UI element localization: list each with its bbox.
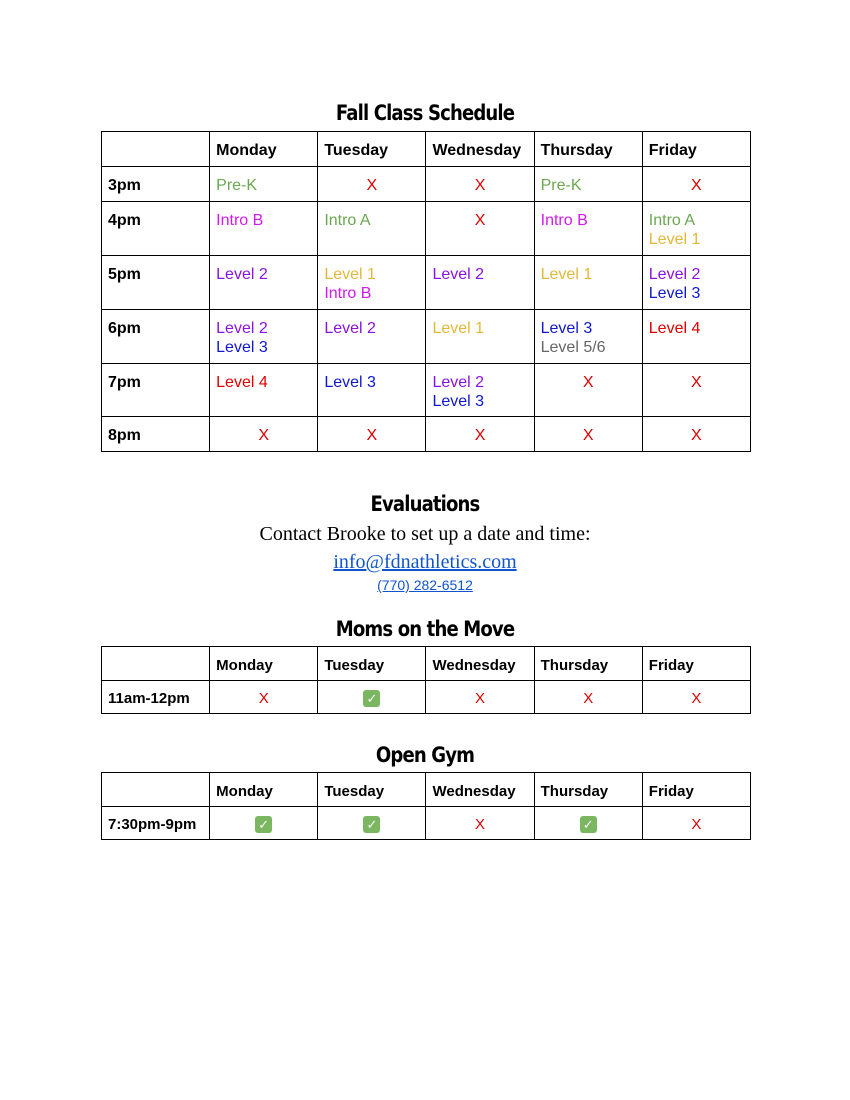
unavailable-mark: X <box>258 427 270 444</box>
schedule-cell <box>642 310 750 364</box>
schedule-cell <box>318 167 426 202</box>
unavailable-mark: X <box>691 374 702 391</box>
schedule-title: Fall Class Schedule <box>335 101 515 125</box>
class-label: Level 3 <box>648 285 701 302</box>
schedule-cell <box>426 256 534 310</box>
unavailable-mark: X <box>474 177 486 194</box>
header-day: Wednesday <box>426 647 534 681</box>
class-label: Level 2 <box>432 266 485 283</box>
header-day: Friday <box>642 773 750 807</box>
check-icon: ✓ <box>363 816 380 833</box>
phone-link[interactable]: (770) 282-6512 <box>377 577 473 593</box>
availability-mark <box>426 681 534 714</box>
header-day: Tuesday <box>318 647 426 681</box>
corner-cell <box>102 647 210 681</box>
corner-cell <box>102 132 210 167</box>
evaluations-contact: Contact Brooke to set up a date and time: <box>259 523 591 545</box>
schedule-cell <box>210 256 318 310</box>
header-day: Friday <box>642 132 750 167</box>
schedule-row <box>102 167 751 202</box>
time-label: 4pm <box>102 202 210 256</box>
moms-header-row <box>102 647 751 681</box>
class-label: Level 2 <box>648 266 701 283</box>
schedule-cell <box>534 256 642 310</box>
header-day: Friday <box>642 647 750 681</box>
schedule-cell <box>534 167 642 202</box>
availability-mark <box>642 807 750 840</box>
class-label: Level 4 <box>216 374 268 391</box>
check-icon: ✓ <box>255 816 272 833</box>
class-label: Intro B <box>540 212 588 229</box>
class-label: Level 1 <box>432 320 485 337</box>
open-gym-title: Open Gym <box>375 743 475 767</box>
moms-row <box>102 681 751 714</box>
unavailable-mark: X <box>583 690 594 707</box>
schedule-cell <box>534 310 642 364</box>
schedule-table <box>101 131 751 452</box>
class-label: Level 1 <box>648 231 701 248</box>
schedule-cell <box>210 417 318 452</box>
header-day: Wednesday <box>426 773 534 807</box>
email-link[interactable]: info@fdnathletics.com <box>333 551 517 573</box>
schedule-cell <box>642 167 750 202</box>
open-gym-row <box>102 807 751 840</box>
header-day: Thursday <box>534 132 642 167</box>
unavailable-mark: X <box>366 177 378 194</box>
availability-mark <box>534 807 642 840</box>
availability-mark <box>318 807 426 840</box>
availability-mark <box>426 807 534 840</box>
class-label: Level 3 <box>324 374 376 391</box>
unavailable-mark: X <box>475 816 486 833</box>
check-icon: ✓ <box>363 690 380 707</box>
availability-mark <box>210 807 318 840</box>
class-label: Level 3 <box>540 320 593 337</box>
time-label: 6pm <box>102 310 210 364</box>
schedule-cell <box>426 202 534 256</box>
class-label: Level 2 <box>216 266 268 283</box>
schedule-header-row <box>102 132 751 167</box>
schedule-row <box>102 417 751 452</box>
unavailable-mark: X <box>691 690 702 707</box>
open-gym-header-row <box>102 773 751 807</box>
class-label: Intro A <box>648 212 696 229</box>
class-label: Level 4 <box>648 320 701 337</box>
schedule-cell <box>318 310 426 364</box>
unavailable-mark: X <box>691 427 702 444</box>
schedule-row <box>102 364 751 417</box>
availability-mark <box>210 681 318 714</box>
schedule-cell <box>426 364 534 417</box>
schedule-cell <box>534 202 642 256</box>
class-label: Level 5/6 <box>540 339 606 356</box>
unavailable-mark: X <box>582 427 594 444</box>
time-label: 11am-12pm <box>102 681 210 714</box>
check-icon: ✓ <box>580 816 597 833</box>
schedule-cell <box>318 417 426 452</box>
class-label: Pre-K <box>216 177 258 194</box>
header-day: Monday <box>210 647 318 681</box>
class-label: Level 3 <box>216 339 268 356</box>
time-label: 7pm <box>102 364 210 417</box>
class-label: Level 2 <box>216 320 268 337</box>
header-day: Wednesday <box>426 132 534 167</box>
header-day: Tuesday <box>318 132 426 167</box>
unavailable-mark: X <box>691 177 702 194</box>
unavailable-mark: X <box>475 690 486 707</box>
schedule-cell <box>426 167 534 202</box>
class-label: Intro B <box>324 285 372 302</box>
unavailable-mark: X <box>582 374 594 391</box>
schedule-cell <box>534 417 642 452</box>
unavailable-mark: X <box>258 690 269 707</box>
schedule-cell <box>426 310 534 364</box>
schedule-cell <box>642 417 750 452</box>
schedule-row <box>102 310 751 364</box>
unavailable-mark: X <box>691 816 702 833</box>
moms-table <box>101 646 751 714</box>
unavailable-mark: X <box>474 212 486 229</box>
schedule-cell <box>318 256 426 310</box>
header-day: Thursday <box>534 647 642 681</box>
class-label: Level 3 <box>432 393 485 410</box>
schedule-cell <box>210 310 318 364</box>
availability-mark <box>642 681 750 714</box>
class-label: Level 2 <box>432 374 485 391</box>
time-label: 5pm <box>102 256 210 310</box>
availability-mark <box>318 681 426 714</box>
header-day: Thursday <box>534 773 642 807</box>
class-label: Pre-K <box>540 177 582 194</box>
moms-title: Moms on the Move <box>335 617 515 641</box>
schedule-cell <box>318 364 426 417</box>
header-day: Monday <box>210 773 318 807</box>
schedule-cell <box>642 202 750 256</box>
schedule-cell <box>210 202 318 256</box>
schedule-cell <box>210 364 318 417</box>
class-label: Level 1 <box>324 266 376 283</box>
class-label: Level 1 <box>540 266 593 283</box>
time-label: 3pm <box>102 167 210 202</box>
schedule-cell <box>210 167 318 202</box>
header-day: Monday <box>210 132 318 167</box>
schedule-row <box>102 202 751 256</box>
class-label: Level 2 <box>324 320 376 337</box>
class-label: Intro B <box>216 212 264 229</box>
time-label: 8pm <box>102 417 210 452</box>
availability-mark <box>534 681 642 714</box>
schedule-cell <box>534 364 642 417</box>
unavailable-mark: X <box>366 427 378 444</box>
unavailable-mark: X <box>474 427 486 444</box>
time-label: 7:30pm-9pm <box>102 807 210 840</box>
schedule-row <box>102 256 751 310</box>
schedule-cell <box>426 417 534 452</box>
schedule-cell <box>642 364 750 417</box>
header-day: Tuesday <box>318 773 426 807</box>
schedule-cell <box>318 202 426 256</box>
evaluations-title: Evaluations <box>370 492 480 516</box>
schedule-cell <box>642 256 750 310</box>
corner-cell <box>102 773 210 807</box>
class-label: Intro A <box>324 212 371 229</box>
open-gym-table <box>101 772 751 840</box>
